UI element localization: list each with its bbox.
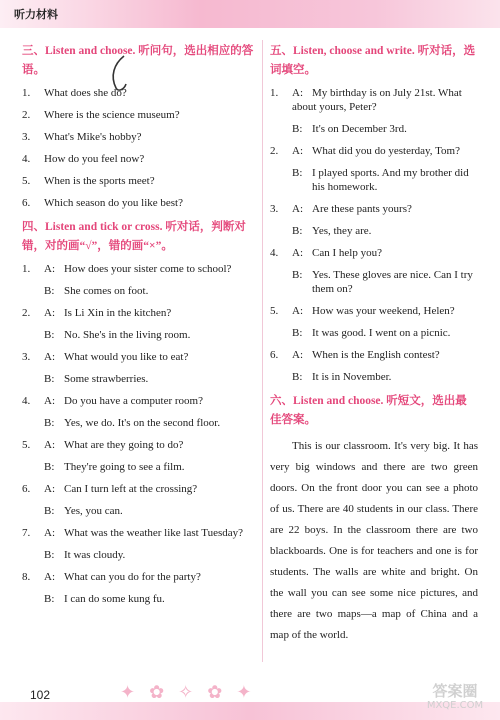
dialogue-item — [22, 438, 254, 452]
dialogue-item — [270, 202, 478, 216]
dialogue-line-b-row — [292, 166, 478, 194]
item-number: 7. — [22, 527, 31, 539]
dialogue-line-b: I can do some kung fu. — [64, 593, 165, 605]
dialogue-line-b-row — [44, 460, 254, 474]
watermark-text: 答案圈 — [432, 682, 478, 700]
speaker-a: A: — [44, 527, 55, 539]
dialogue-line-b-row — [292, 122, 478, 136]
item-number: 4. — [270, 247, 279, 259]
dialogue-line-b-row — [44, 416, 254, 430]
item-number: 3. — [270, 203, 279, 215]
dialogue-item — [22, 262, 254, 276]
dialogue-item — [270, 86, 478, 114]
speaker-b: B: — [292, 371, 303, 383]
dialogue-line-b-row — [44, 372, 254, 386]
dialogue-line-b: Yes. These gloves are nice. Can I try them on? — [312, 269, 473, 295]
item-number: 2. — [270, 145, 279, 157]
dialogue-item — [270, 246, 478, 260]
speaker-a: A: — [292, 247, 303, 259]
speaker-b: B: — [44, 417, 55, 429]
header-title: 听力材料 — [14, 8, 58, 21]
dialogue-line-b: It is in November. — [312, 371, 392, 383]
dialogue-item — [22, 306, 254, 320]
speaker-b: B: — [44, 461, 55, 473]
speaker-a: A: — [44, 439, 55, 451]
speaker-b: B: — [292, 327, 303, 339]
item-text: Where is the science museum? — [44, 109, 180, 121]
section-5-heading: 五、Listen, choose and write. 听对话，选词填空。 — [270, 45, 476, 76]
dialogue-line-a: A: Is Li Xin in the kitchen? — [44, 307, 172, 319]
speaker-b: B: — [44, 593, 55, 605]
dialogue-item — [22, 526, 254, 540]
speaker-b: B: — [292, 167, 303, 179]
item-number: 1. — [22, 87, 31, 99]
item-number: 6. — [270, 349, 279, 361]
speaker-b: B: — [44, 285, 55, 297]
item-number: 4. — [22, 395, 31, 407]
dialogue-line-b-row — [44, 504, 254, 518]
dialogue-line-a: A: Can I help you? — [292, 247, 382, 259]
left-column — [22, 42, 254, 614]
watermark — [416, 682, 494, 716]
list-item — [22, 108, 254, 122]
dialogue-line-b: It was good. I went on a picnic. — [312, 327, 451, 339]
dialogue-line-a: A: Are these pants yours? — [292, 203, 412, 215]
dialogue-line-b: It was cloudy. — [64, 549, 126, 561]
speaker-a: A: — [44, 571, 55, 583]
dialogue-line-b: Yes, you can. — [64, 505, 123, 517]
dialogue-line-a: A: What did you do yesterday, Tom? — [292, 145, 461, 157]
item-text: How do you feel now? — [44, 153, 145, 165]
speaker-b: B: — [44, 329, 55, 341]
dialogue-line-b-row — [44, 592, 254, 606]
dialogue-line-b-row — [44, 284, 254, 298]
item-text: What's Mike's hobby? — [44, 131, 142, 143]
item-number: 1. — [22, 263, 31, 275]
handwritten-mark — [106, 54, 136, 94]
dialogue-line-b-row — [292, 224, 478, 238]
bottom-decoration: ✦✿✧✿✦ — [120, 682, 266, 702]
item-text: What does she do? — [44, 87, 127, 99]
item-number: 2. — [22, 307, 31, 319]
section-4-heading: 四、Listen and tick or cross. 听对话，判断对错，对的画“√”，错的画“×”。 — [22, 221, 246, 252]
speaker-a: A: — [44, 263, 55, 275]
speaker-b: B: — [44, 549, 55, 561]
dialogue-line-b-row — [44, 548, 254, 562]
dialogue-line-b: I played sports. And my brother did his homework. — [312, 167, 469, 193]
item-number: 8. — [22, 571, 31, 583]
dialogue-line-b-row — [44, 328, 254, 342]
speaker-a: A: — [292, 145, 303, 157]
speaker-b: B: — [44, 373, 55, 385]
item-number: 5. — [22, 439, 31, 451]
list-item — [22, 152, 254, 166]
dialogue-item — [270, 144, 478, 158]
speaker-a: A: — [44, 395, 55, 407]
list-item — [22, 196, 254, 210]
section-3-heading: 三、Listen and choose. 听问句，选出相应的答语。 — [22, 45, 254, 76]
dialogue-line-a: A: Do you have a computer room? — [44, 395, 203, 407]
dialogue-line-b: No. She's in the living room. — [64, 329, 191, 341]
dialogue-item — [270, 304, 478, 318]
speaker-b: B: — [44, 505, 55, 517]
speaker-a: A: — [44, 483, 55, 495]
speaker-a: A: — [292, 87, 303, 99]
dialogue-item — [22, 394, 254, 408]
item-number: 6. — [22, 483, 31, 495]
item-number: 1. — [270, 87, 279, 99]
dialogue-line-b-row — [292, 268, 478, 296]
header-band — [0, 0, 500, 28]
item-number: 4. — [22, 153, 31, 165]
dialogue-line-a: A: What can you do for the party? — [44, 571, 201, 583]
list-item — [22, 130, 254, 144]
dialogue-item — [22, 350, 254, 364]
dialogue-line-b: Some strawberries. — [64, 373, 149, 385]
speaker-a: A: — [292, 349, 303, 361]
dialogue-line-b: She comes on foot. — [64, 285, 149, 297]
speaker-b: B: — [292, 123, 303, 135]
dialogue-line-b: They're going to see a film. — [64, 461, 185, 473]
right-column — [270, 42, 478, 646]
dialogue-line-b-row — [292, 326, 478, 340]
dialogue-line-b: It's on December 3rd. — [312, 123, 407, 135]
dialogue-line-a: A: What would you like to eat? — [44, 351, 189, 363]
dialogue-line-a: A: My birthday is on July 21st. What about yours, Peter? — [292, 87, 462, 113]
item-text: When is the sports meet? — [44, 175, 155, 187]
dialogue-line-b: Yes, they are. — [312, 225, 372, 237]
item-number: 6. — [22, 197, 31, 209]
dialogue-line-a: A: How was your weekend, Helen? — [292, 305, 455, 317]
dialogue-line-a: A: What was the weather like last Tuesday? — [44, 527, 244, 539]
speaker-a: A: — [44, 307, 55, 319]
column-divider — [262, 40, 263, 662]
item-number: 3. — [22, 131, 31, 143]
dialogue-line-b-row — [292, 370, 478, 384]
list-item — [22, 86, 254, 100]
list-item — [22, 174, 254, 188]
speaker-b: B: — [292, 269, 303, 281]
item-number: 5. — [22, 175, 31, 187]
item-number: 2. — [22, 109, 31, 121]
section-6-heading: 六、Listen and choose. 听短文，选出最佳答案。 — [270, 395, 467, 426]
speaker-a: A: — [44, 351, 55, 363]
item-text: Which season do you like best? — [44, 197, 183, 209]
dialogue-line-a: A: What are they going to do? — [44, 439, 184, 451]
page-number: 102 — [30, 688, 51, 702]
section-6-passage: This is our classroom. It's very big. It has very big windows and there are two green doors. On the front door you can see a photo of us. There are 40 students in our class. There are 22 boys. In the classroom there are two blackboards. One is for teachers and one is for students. The walls are white and bright. On the wall you can see some nice pictures, and there are two maps—a map of China and a map of the world. — [270, 440, 478, 641]
watermark-url: MXQE.COM — [426, 700, 484, 711]
item-number: 3. — [22, 351, 31, 363]
speaker-b: B: — [292, 225, 303, 237]
item-number: 5. — [270, 305, 279, 317]
dialogue-line-a: A: When is the English contest? — [292, 349, 440, 361]
speaker-a: A: — [292, 305, 303, 317]
speaker-a: A: — [292, 203, 303, 215]
dialogue-line-a: A: Can I turn left at the crossing? — [44, 483, 198, 495]
dialogue-item — [22, 570, 254, 584]
dialogue-item — [22, 482, 254, 496]
dialogue-line-a: A: How does your sister come to school? — [44, 263, 232, 275]
dialogue-item — [270, 348, 478, 362]
dialogue-line-b: Yes, we do. It's on the second floor. — [64, 417, 221, 429]
